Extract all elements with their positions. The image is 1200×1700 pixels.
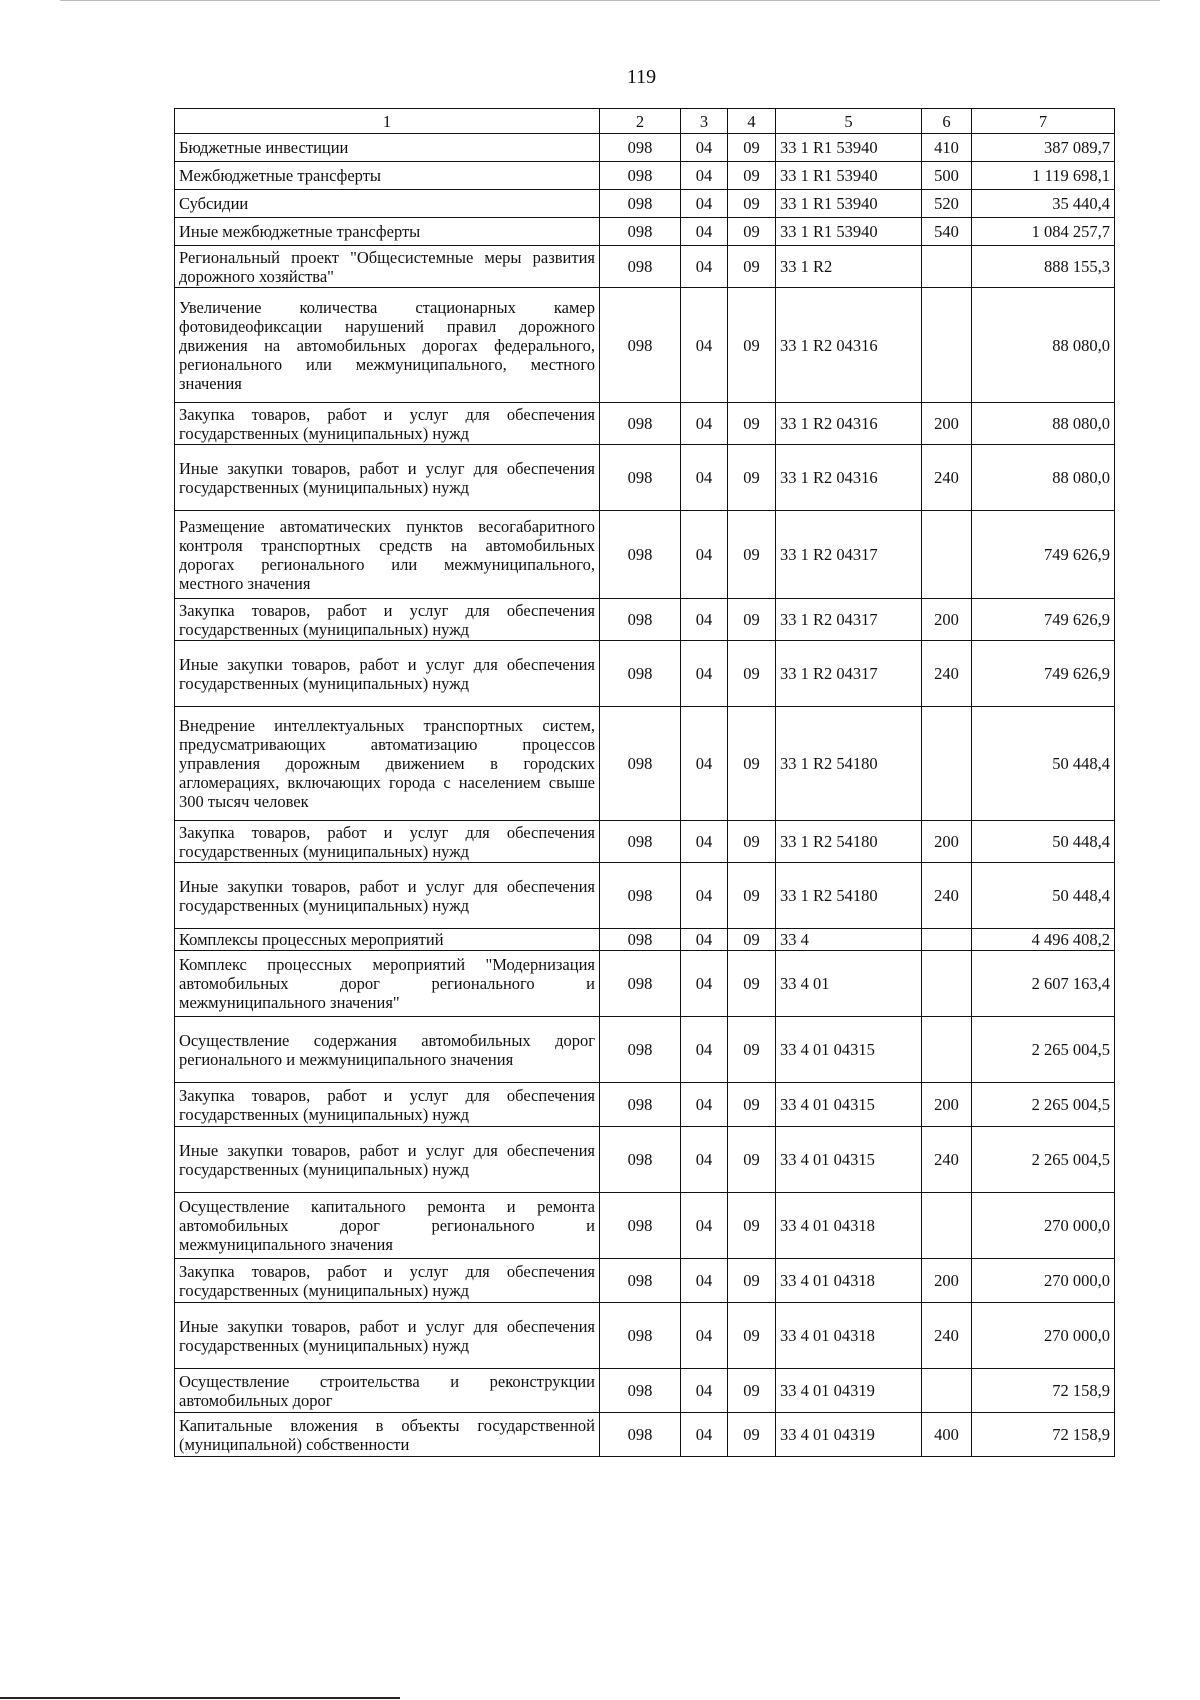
row-section-cell: 04 — [681, 445, 728, 511]
row-section-cell: 04 — [681, 1193, 728, 1259]
row-name-cell: Размещение автоматических пунктов весогабаритного контроля транспортных средств на автомобильных дорогах регионального или межмуниципального, местного значения — [175, 511, 600, 599]
table-row — [175, 134, 1115, 162]
column-header: 6 — [922, 109, 972, 134]
column-header: 1 — [175, 109, 600, 134]
row-target-article-cell: 33 1 R2 04316 — [776, 403, 922, 445]
row-target-article-cell: 33 1 R1 53940 — [776, 218, 922, 246]
table-row — [175, 951, 1115, 1017]
row-name-cell: Региональный проект "Общесистемные меры развития дорожного хозяйства" — [175, 246, 600, 288]
row-target-article-cell: 33 1 R2 — [776, 246, 922, 288]
row-subsection-cell: 09 — [728, 1369, 776, 1413]
row-expense-type-cell: 240 — [922, 1127, 972, 1193]
row-expense-type-cell: 200 — [922, 1259, 972, 1303]
row-expense-type-cell: 240 — [922, 641, 972, 707]
row-target-article-cell: 33 1 R2 04317 — [776, 599, 922, 641]
row-expense-type-cell — [922, 1369, 972, 1413]
row-expense-type-cell — [922, 246, 972, 288]
row-code-cell: 098 — [600, 403, 681, 445]
row-name-cell: Внедрение интеллектуальных транспортных систем, предусматривающих автоматизацию процессов управления дорожным движением в городских агломерациях, включающих города с населением свыше 300 тысяч человек — [175, 707, 600, 821]
table-row — [175, 599, 1115, 641]
row-code-cell: 098 — [600, 1193, 681, 1259]
row-name-cell: Комплексы процессных мероприятий — [175, 929, 600, 951]
row-amount-cell: 2 265 004,5 — [972, 1017, 1115, 1083]
row-amount-cell: 749 626,9 — [972, 599, 1115, 641]
row-expense-type-cell: 240 — [922, 445, 972, 511]
row-section-cell: 04 — [681, 288, 728, 403]
row-subsection-cell: 09 — [728, 190, 776, 218]
row-subsection-cell: 09 — [728, 929, 776, 951]
row-code-cell: 098 — [600, 162, 681, 190]
row-amount-cell: 72 158,9 — [972, 1369, 1115, 1413]
row-amount-cell: 270 000,0 — [972, 1259, 1115, 1303]
row-section-cell: 04 — [681, 951, 728, 1017]
scan-edge-top — [60, 0, 1160, 1]
row-amount-cell: 50 448,4 — [972, 863, 1115, 929]
table-row — [175, 1259, 1115, 1303]
table-row — [175, 246, 1115, 288]
table-row — [175, 821, 1115, 863]
row-code-cell: 098 — [600, 134, 681, 162]
row-subsection-cell: 09 — [728, 641, 776, 707]
row-target-article-cell: 33 4 01 04315 — [776, 1127, 922, 1193]
row-section-cell: 04 — [681, 599, 728, 641]
row-target-article-cell: 33 1 R2 54180 — [776, 821, 922, 863]
row-name-cell: Закупка товаров, работ и услуг для обеспечения государственных (муниципальных) нужд — [175, 1083, 600, 1127]
row-subsection-cell: 09 — [728, 821, 776, 863]
row-section-cell: 04 — [681, 1259, 728, 1303]
row-section-cell: 04 — [681, 929, 728, 951]
row-expense-type-cell: 410 — [922, 134, 972, 162]
row-target-article-cell: 33 1 R2 54180 — [776, 707, 922, 821]
row-target-article-cell: 33 1 R2 04316 — [776, 288, 922, 403]
row-target-article-cell: 33 4 01 04315 — [776, 1017, 922, 1083]
row-target-article-cell: 33 4 01 04318 — [776, 1259, 922, 1303]
row-section-cell: 04 — [681, 1083, 728, 1127]
row-subsection-cell: 09 — [728, 288, 776, 403]
row-amount-cell: 35 440,4 — [972, 190, 1115, 218]
column-header: 5 — [776, 109, 922, 134]
row-amount-cell: 749 626,9 — [972, 511, 1115, 599]
row-code-cell: 098 — [600, 951, 681, 1017]
row-section-cell: 04 — [681, 1413, 728, 1457]
row-target-article-cell: 33 1 R2 04317 — [776, 641, 922, 707]
row-amount-cell: 88 080,0 — [972, 445, 1115, 511]
row-expense-type-cell: 400 — [922, 1413, 972, 1457]
row-code-cell: 098 — [600, 190, 681, 218]
table-row — [175, 1083, 1115, 1127]
row-expense-type-cell: 240 — [922, 1303, 972, 1369]
row-subsection-cell: 09 — [728, 162, 776, 190]
row-expense-type-cell — [922, 288, 972, 403]
row-name-cell: Субсидии — [175, 190, 600, 218]
row-code-cell: 098 — [600, 599, 681, 641]
row-target-article-cell: 33 1 R1 53940 — [776, 162, 922, 190]
row-subsection-cell: 09 — [728, 1193, 776, 1259]
row-name-cell: Комплекс процессных мероприятий "Модернизация автомобильных дорог регионального и межмуниципального значения" — [175, 951, 600, 1017]
row-section-cell: 04 — [681, 134, 728, 162]
row-target-article-cell: 33 1 R2 54180 — [776, 863, 922, 929]
row-section-cell: 04 — [681, 1127, 728, 1193]
row-section-cell: 04 — [681, 821, 728, 863]
row-subsection-cell: 09 — [728, 246, 776, 288]
row-expense-type-cell: 200 — [922, 599, 972, 641]
row-code-cell: 098 — [600, 1369, 681, 1413]
row-subsection-cell: 09 — [728, 134, 776, 162]
row-name-cell: Иные закупки товаров, работ и услуг для обеспечения государственных (муниципальных) нужд — [175, 445, 600, 511]
table-row — [175, 190, 1115, 218]
row-code-cell: 098 — [600, 641, 681, 707]
row-section-cell: 04 — [681, 863, 728, 929]
row-name-cell: Закупка товаров, работ и услуг для обеспечения государственных (муниципальных) нужд — [175, 599, 600, 641]
row-target-article-cell: 33 1 R1 53940 — [776, 134, 922, 162]
row-expense-type-cell — [922, 929, 972, 951]
row-name-cell: Осуществление капитального ремонта и ремонта автомобильных дорог регионального и межмуниципального значения — [175, 1193, 600, 1259]
row-name-cell: Иные закупки товаров, работ и услуг для обеспечения государственных (муниципальных) нужд — [175, 1303, 600, 1369]
row-code-cell: 098 — [600, 511, 681, 599]
row-name-cell: Иные межбюджетные трансферты — [175, 218, 600, 246]
column-header: 2 — [600, 109, 681, 134]
row-target-article-cell: 33 4 01 04319 — [776, 1369, 922, 1413]
row-amount-cell: 387 089,7 — [972, 134, 1115, 162]
row-subsection-cell: 09 — [728, 599, 776, 641]
row-section-cell: 04 — [681, 1017, 728, 1083]
row-section-cell: 04 — [681, 511, 728, 599]
row-code-cell: 098 — [600, 1303, 681, 1369]
row-subsection-cell: 09 — [728, 1413, 776, 1457]
row-section-cell: 04 — [681, 1369, 728, 1413]
row-amount-cell: 270 000,0 — [972, 1303, 1115, 1369]
row-amount-cell: 270 000,0 — [972, 1193, 1115, 1259]
row-target-article-cell: 33 1 R2 04317 — [776, 511, 922, 599]
row-code-cell: 098 — [600, 218, 681, 246]
row-code-cell: 098 — [600, 1413, 681, 1457]
row-section-cell: 04 — [681, 1303, 728, 1369]
row-subsection-cell: 09 — [728, 445, 776, 511]
row-subsection-cell: 09 — [728, 1017, 776, 1083]
row-subsection-cell: 09 — [728, 863, 776, 929]
row-expense-type-cell — [922, 1017, 972, 1083]
row-section-cell: 04 — [681, 641, 728, 707]
row-code-cell: 098 — [600, 288, 681, 403]
row-name-cell: Закупка товаров, работ и услуг для обеспечения государственных (муниципальных) нужд — [175, 403, 600, 445]
table-row — [175, 929, 1115, 951]
row-expense-type-cell: 520 — [922, 190, 972, 218]
row-section-cell: 04 — [681, 707, 728, 821]
table-row — [175, 511, 1115, 599]
row-subsection-cell: 09 — [728, 1083, 776, 1127]
row-code-cell: 098 — [600, 1127, 681, 1193]
row-target-article-cell: 33 4 01 04315 — [776, 1083, 922, 1127]
row-expense-type-cell — [922, 511, 972, 599]
column-header: 7 — [972, 109, 1115, 134]
table-row — [175, 1127, 1115, 1193]
row-amount-cell: 72 158,9 — [972, 1413, 1115, 1457]
row-name-cell: Иные закупки товаров, работ и услуг для обеспечения государственных (муниципальных) нужд — [175, 1127, 600, 1193]
table-row — [175, 707, 1115, 821]
table-row — [175, 1303, 1115, 1369]
table-header-row — [175, 109, 1115, 134]
row-code-cell: 098 — [600, 1083, 681, 1127]
table-row — [175, 863, 1115, 929]
row-amount-cell: 4 496 408,2 — [972, 929, 1115, 951]
row-expense-type-cell: 540 — [922, 218, 972, 246]
row-target-article-cell: 33 4 01 — [776, 951, 922, 1017]
row-code-cell: 098 — [600, 707, 681, 821]
row-code-cell: 098 — [600, 929, 681, 951]
row-expense-type-cell: 240 — [922, 863, 972, 929]
table-row — [175, 218, 1115, 246]
row-amount-cell: 749 626,9 — [972, 641, 1115, 707]
row-amount-cell: 888 155,3 — [972, 246, 1115, 288]
column-header: 4 — [728, 109, 776, 134]
row-name-cell: Иные закупки товаров, работ и услуг для обеспечения государственных (муниципальных) нужд — [175, 641, 600, 707]
row-subsection-cell: 09 — [728, 403, 776, 445]
row-target-article-cell: 33 4 01 04318 — [776, 1303, 922, 1369]
row-section-cell: 04 — [681, 190, 728, 218]
row-expense-type-cell: 200 — [922, 403, 972, 445]
row-amount-cell: 88 080,0 — [972, 403, 1115, 445]
row-amount-cell: 2 265 004,5 — [972, 1127, 1115, 1193]
row-name-cell: Бюджетные инвестиции — [175, 134, 600, 162]
table-row — [175, 288, 1115, 403]
row-section-cell: 04 — [681, 218, 728, 246]
row-subsection-cell: 09 — [728, 218, 776, 246]
row-name-cell: Межбюджетные трансферты — [175, 162, 600, 190]
row-expense-type-cell — [922, 707, 972, 821]
row-code-cell: 098 — [600, 246, 681, 288]
row-expense-type-cell: 200 — [922, 1083, 972, 1127]
row-subsection-cell: 09 — [728, 511, 776, 599]
row-expense-type-cell: 500 — [922, 162, 972, 190]
table-row — [175, 1413, 1115, 1457]
row-code-cell: 098 — [600, 863, 681, 929]
row-expense-type-cell — [922, 951, 972, 1017]
table-row — [175, 1369, 1115, 1413]
table-row — [175, 403, 1115, 445]
row-amount-cell: 2 265 004,5 — [972, 1083, 1115, 1127]
row-section-cell: 04 — [681, 403, 728, 445]
row-name-cell: Закупка товаров, работ и услуг для обеспечения государственных (муниципальных) нужд — [175, 1259, 600, 1303]
row-code-cell: 098 — [600, 1017, 681, 1083]
row-subsection-cell: 09 — [728, 1127, 776, 1193]
budget-table — [174, 108, 1115, 1457]
row-target-article-cell: 33 4 — [776, 929, 922, 951]
table-body — [175, 134, 1115, 1457]
row-section-cell: 04 — [681, 162, 728, 190]
row-name-cell: Осуществление содержания автомобильных дорог регионального и межмуниципального значения — [175, 1017, 600, 1083]
row-subsection-cell: 09 — [728, 1259, 776, 1303]
row-amount-cell: 88 080,0 — [972, 288, 1115, 403]
table-row — [175, 1193, 1115, 1259]
row-name-cell: Закупка товаров, работ и услуг для обеспечения государственных (муниципальных) нужд — [175, 821, 600, 863]
row-amount-cell: 50 448,4 — [972, 707, 1115, 821]
row-section-cell: 04 — [681, 246, 728, 288]
row-expense-type-cell: 200 — [922, 821, 972, 863]
row-subsection-cell: 09 — [728, 707, 776, 821]
row-amount-cell: 2 607 163,4 — [972, 951, 1115, 1017]
row-code-cell: 098 — [600, 821, 681, 863]
column-header: 3 — [681, 109, 728, 134]
table-row — [175, 641, 1115, 707]
row-name-cell: Осуществление строительства и реконструкции автомобильных дорог — [175, 1369, 600, 1413]
row-subsection-cell: 09 — [728, 1303, 776, 1369]
row-target-article-cell: 33 1 R2 04316 — [776, 445, 922, 511]
row-code-cell: 098 — [600, 445, 681, 511]
row-name-cell: Иные закупки товаров, работ и услуг для обеспечения государственных (муниципальных) нужд — [175, 863, 600, 929]
row-target-article-cell: 33 4 01 04318 — [776, 1193, 922, 1259]
scan-edge-bottom — [0, 1697, 400, 1699]
row-amount-cell: 1 119 698,1 — [972, 162, 1115, 190]
row-amount-cell: 50 448,4 — [972, 821, 1115, 863]
table-row — [175, 1017, 1115, 1083]
row-target-article-cell: 33 4 01 04319 — [776, 1413, 922, 1457]
table-row — [175, 162, 1115, 190]
row-name-cell: Увеличение количества стационарных камер фотовидеофиксации нарушений правил дорожного движения на автомобильных дорогах федерального, регионального или межмуниципального, местного значения — [175, 288, 600, 403]
row-code-cell: 098 — [600, 1259, 681, 1303]
row-amount-cell: 1 084 257,7 — [972, 218, 1115, 246]
page-number: 119 — [626, 66, 657, 88]
row-target-article-cell: 33 1 R1 53940 — [776, 190, 922, 218]
table-row — [175, 445, 1115, 511]
row-expense-type-cell — [922, 1193, 972, 1259]
row-name-cell: Капитальные вложения в объекты государственной (муниципальной) собственности — [175, 1413, 600, 1457]
row-subsection-cell: 09 — [728, 951, 776, 1017]
